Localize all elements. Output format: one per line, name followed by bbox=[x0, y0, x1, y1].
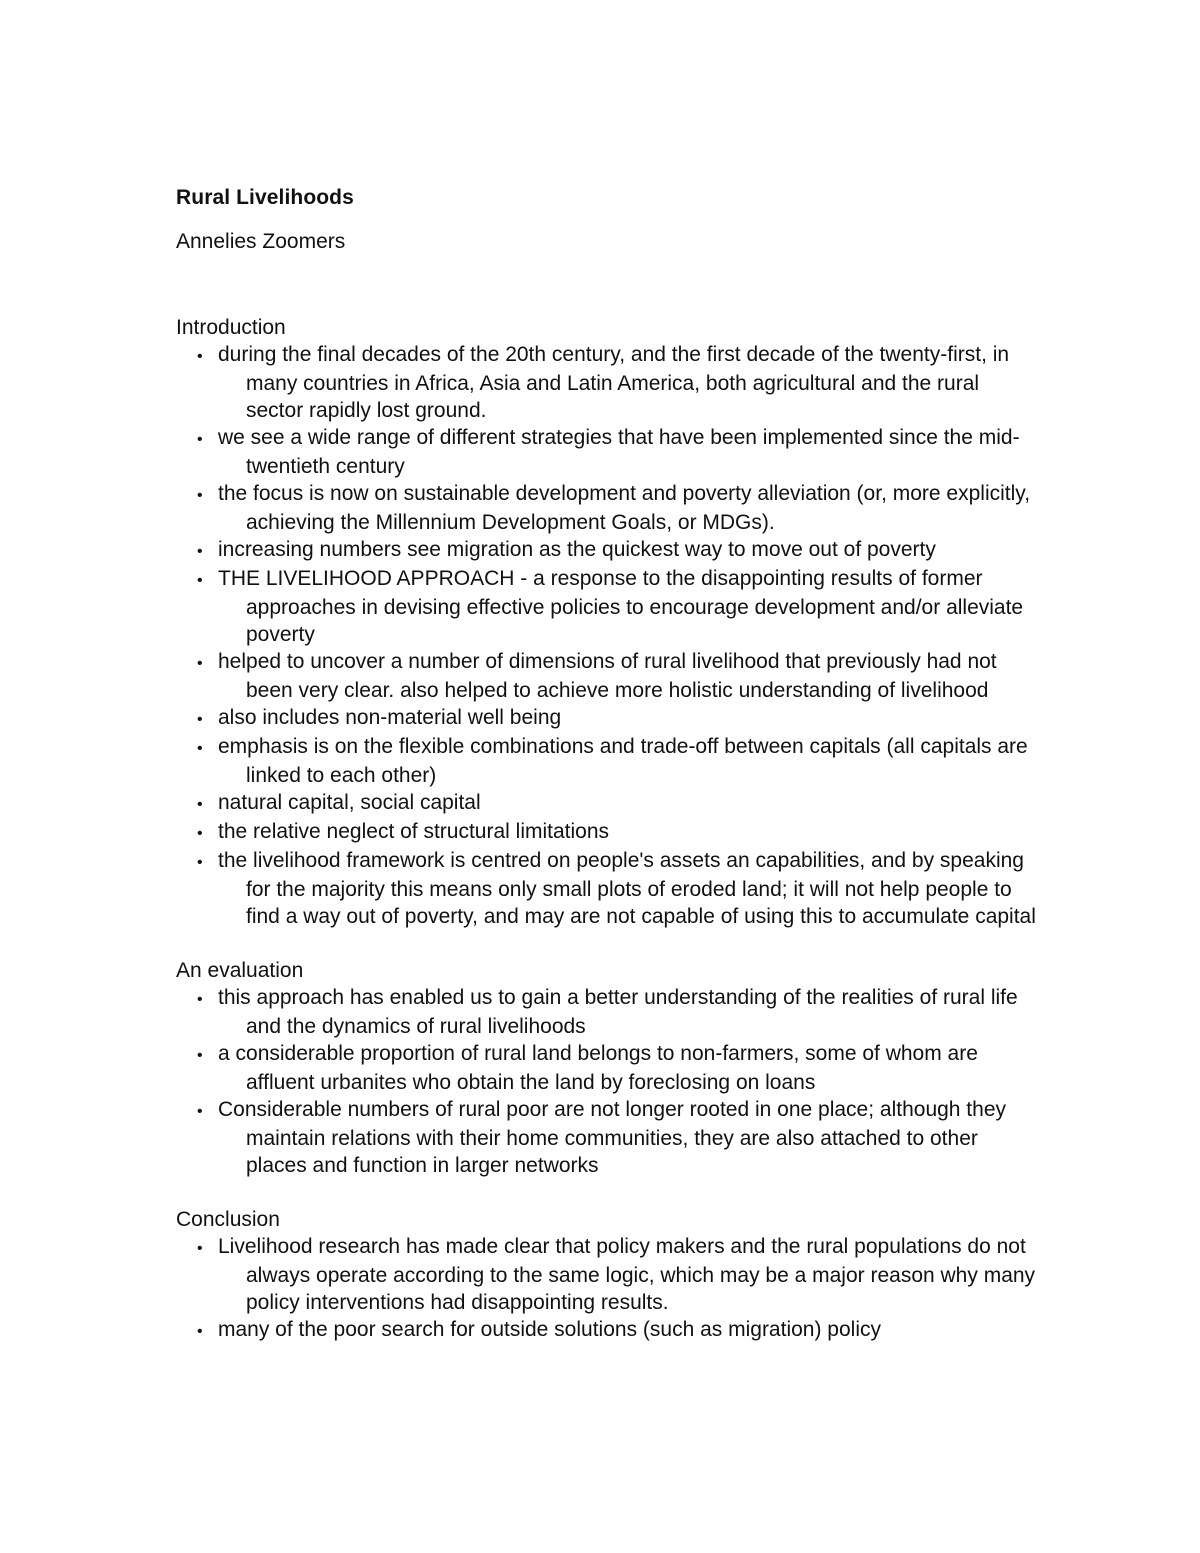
section-heading: Conclusion bbox=[176, 1208, 280, 1231]
list-item bbox=[176, 1316, 1036, 1345]
list-item bbox=[176, 341, 1036, 424]
list-item bbox=[176, 818, 1036, 847]
list-item-text: Livelihood research has made clear that policy makers and the rural populations do not always operate according to the same logic, which may be a major reason why many policy interventions had disappointing results. bbox=[218, 1235, 1036, 1314]
list-item-text: THE LIVELIHOOD APPROACH - a response to the disappointing results of former approaches in devising effective policies to encourage development and/or alleviate poverty bbox=[218, 567, 1024, 646]
bullet-icon: • bbox=[197, 655, 203, 672]
bullet-icon: • bbox=[197, 711, 203, 728]
bullet-icon: • bbox=[197, 796, 203, 813]
bullet-icon: • bbox=[197, 348, 203, 365]
section-introduction bbox=[176, 314, 1036, 930]
list-item bbox=[176, 1096, 1036, 1179]
document-title: Rural Livelihoods bbox=[176, 186, 354, 209]
list-item bbox=[176, 704, 1036, 733]
list-item-text: the focus is now on sustainable development and poverty alleviation (or, more explicitly, achieving the Millennium Development Goals, or MDGs). bbox=[218, 482, 1031, 534]
list-item bbox=[176, 733, 1036, 789]
list-item bbox=[176, 847, 1036, 930]
list-item bbox=[176, 648, 1036, 704]
list-item-text: the livelihood framework is centred on people's assets an capabilities, and by speaking for the majority this means only small plots of eroded land; it will not help people to find a way out of poverty, and may are not capable of using this to accumulate capital bbox=[218, 849, 1036, 928]
list-item-text: also includes non-material well being bbox=[218, 706, 562, 729]
bullet-list bbox=[176, 1233, 1036, 1345]
list-item bbox=[176, 480, 1036, 536]
bullet-icon: • bbox=[197, 740, 203, 757]
section-evaluation bbox=[176, 957, 1036, 1179]
section-heading: Introduction bbox=[176, 316, 286, 339]
list-item bbox=[176, 1040, 1036, 1096]
list-item-text: this approach has enabled us to gain a better understanding of the realities of rural life and the dynamics of rural livelihoods bbox=[218, 986, 1018, 1038]
list-item-text: helped to uncover a number of dimensions of rural livelihood that previously had not been very clear. also helped to achieve more holistic understanding of livelihood bbox=[218, 650, 997, 702]
list-item bbox=[176, 565, 1036, 648]
list-item-text: during the final decades of the 20th century, and the first decade of the twenty-first, in many countries in Africa, Asia and Latin America, both agricultural and the rural sector rapidly lost ground. bbox=[218, 343, 1010, 422]
bullet-icon: • bbox=[197, 825, 203, 842]
list-item bbox=[176, 424, 1036, 480]
list-item-text: many of the poor search for outside solutions (such as migration) policy bbox=[218, 1318, 881, 1341]
list-item-text: natural capital, social capital bbox=[218, 791, 481, 814]
bullet-icon: • bbox=[197, 1047, 203, 1064]
list-item bbox=[176, 1233, 1036, 1316]
bullet-icon: • bbox=[197, 572, 203, 589]
document-page bbox=[176, 184, 1036, 1345]
bullet-icon: • bbox=[197, 543, 203, 560]
document-author: Annelies Zoomers bbox=[176, 230, 346, 253]
bullet-list bbox=[176, 341, 1036, 930]
list-item bbox=[176, 536, 1036, 565]
bullet-icon: • bbox=[197, 991, 203, 1008]
section-heading: An evaluation bbox=[176, 959, 304, 982]
list-item-text: Considerable numbers of rural poor are not longer rooted in one place; although they maintain relations with their home communities, they are also attached to other places and function in larger networks bbox=[218, 1098, 1007, 1177]
list-item-text: a considerable proportion of rural land belongs to non-farmers, some of whom are affluent urbanites who obtain the land by foreclosing on loans bbox=[218, 1042, 978, 1094]
list-item-text: the relative neglect of structural limitations bbox=[218, 820, 610, 843]
list-item-text: we see a wide range of different strategies that have been implemented since the mid-twentieth century bbox=[218, 426, 1020, 478]
bullet-icon: • bbox=[197, 1323, 203, 1340]
bullet-icon: • bbox=[197, 1103, 203, 1120]
bullet-icon: • bbox=[197, 431, 203, 448]
bullet-icon: • bbox=[197, 1240, 203, 1257]
section-conclusion bbox=[176, 1206, 1036, 1345]
list-item bbox=[176, 984, 1036, 1040]
list-item-text: emphasis is on the flexible combinations and trade-off between capitals (all capitals are linked to each other) bbox=[218, 735, 1028, 787]
bullet-icon: • bbox=[197, 854, 203, 871]
list-item-text: increasing numbers see migration as the quickest way to move out of poverty bbox=[218, 538, 936, 561]
bullet-list bbox=[176, 984, 1036, 1179]
list-item bbox=[176, 789, 1036, 818]
bullet-icon: • bbox=[197, 487, 203, 504]
